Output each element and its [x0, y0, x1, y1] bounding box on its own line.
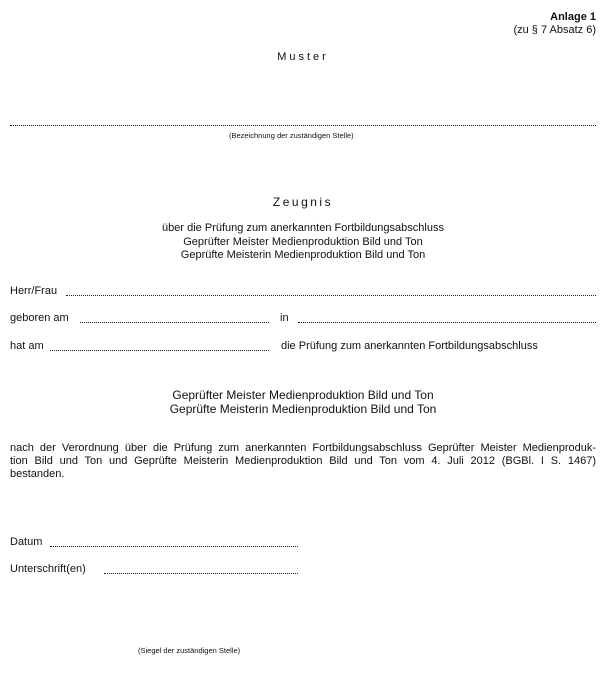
annex-title: Anlage 1: [550, 11, 596, 23]
birthdate-field[interactable]: [80, 322, 269, 323]
name-field[interactable]: [66, 295, 596, 296]
authority-dotted-line: [10, 125, 596, 126]
exam-text: die Prüfung zum anerkannten Fortbildungsabschluss: [281, 340, 538, 352]
subtitle-line-1: über die Prüfung zum anerkannten Fortbildungsabschluss: [162, 222, 444, 234]
seal-caption: (Siegel der zuständigen Stelle): [138, 646, 241, 655]
legal-line-1: nach der Verordnung über die Prüfung zum anerkannten Fortbildungsabschluss Geprüfter Meister Medienproduk-: [10, 442, 596, 454]
name-label: Herr/Frau: [10, 285, 58, 297]
signature-field[interactable]: [104, 573, 298, 574]
legal-line-3: bestanden.: [10, 468, 65, 480]
degree-title-female: Geprüfte Meisterin Medienproduktion Bild und Ton: [169, 402, 437, 416]
date-label: Datum: [10, 536, 43, 548]
legal-paragraph: [10, 442, 596, 481]
authority-caption: (Bezeichnung der zuständigen Stelle): [229, 131, 354, 140]
birthdate-label: geboren am: [10, 312, 69, 324]
signature-label: Unterschrift(en): [10, 563, 86, 575]
exam-date-label: hat am: [10, 340, 44, 352]
degree-title-male: Geprüfter Meister Medienproduktion Bild und Ton: [172, 388, 434, 402]
exam-date-field[interactable]: [50, 350, 269, 351]
birthplace-field[interactable]: [298, 322, 596, 323]
annex-reference: (zu § 7 Absatz 6): [513, 24, 596, 36]
muster-label: Muster: [277, 51, 329, 63]
subtitle-line-2: Geprüfter Meister Medienproduktion Bild und Ton: [183, 236, 423, 248]
birthplace-label: in: [280, 312, 289, 324]
subtitle-line-3: Geprüfte Meisterin Medienproduktion Bild und Ton: [180, 249, 426, 261]
date-field[interactable]: [50, 546, 298, 547]
document-title: Zeugnis: [272, 195, 334, 209]
legal-line-2: tion Bild und Ton und Geprüfte Meisterin Medienproduktion Bild und Ton vom 4. Juli 2012 (BGBl. I S. 1467): [10, 455, 596, 467]
